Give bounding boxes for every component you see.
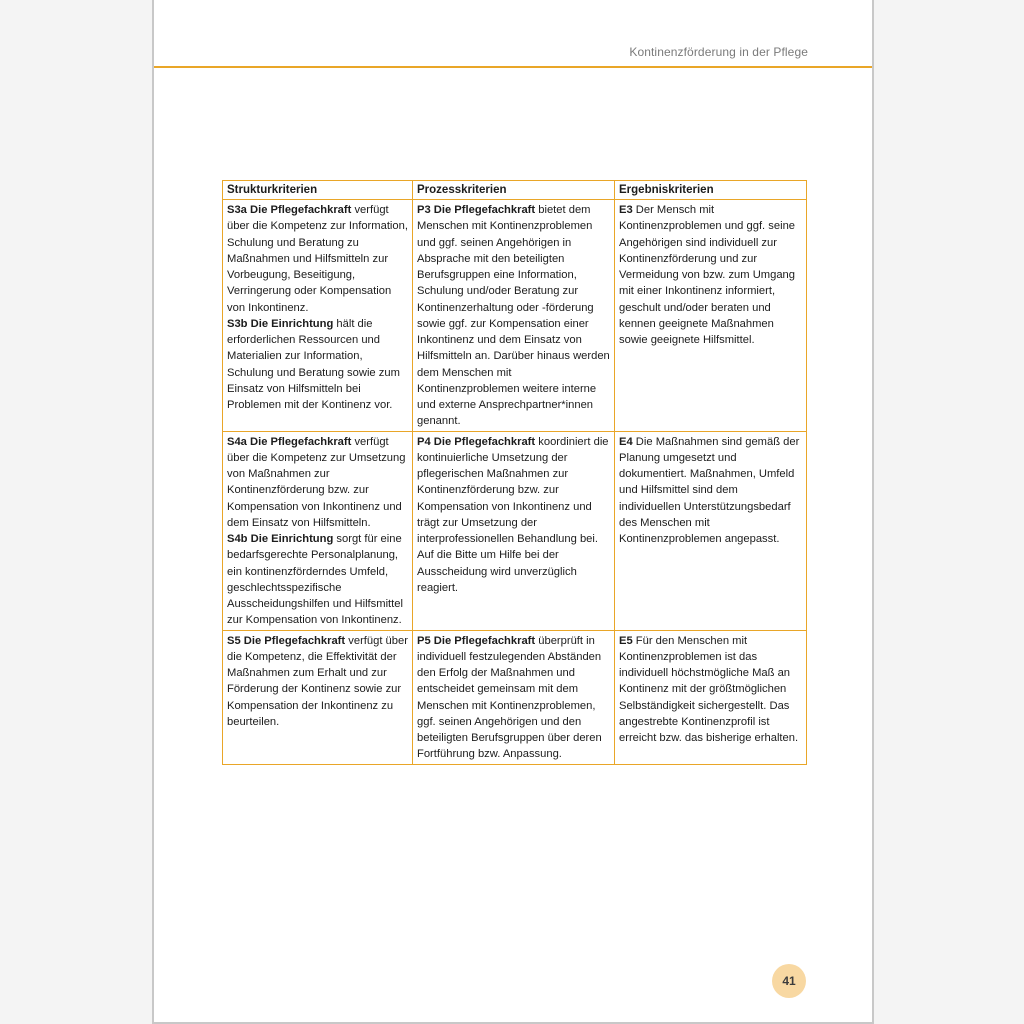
criterion-text: bietet dem Menschen mit Kontinenzproblemen und ggf. seinen Angehörigen in Absprache mit den beteiligten Berufsgruppen eine Information, Schulung und/oder Beratung zur Kontinenzerhaltung oder -förderung sowie ggf. zur Kompensation einer Inkontinenz und dem Einsatz von Hilfsmitteln an. Darüber hinaus werden dem Menschen mit Kontinenzproblemen weitere interne und externe Ansprechpartner*innen genannt. <box>417 204 610 428</box>
criterion-label: S4a Die Pflegefachkraft <box>227 435 352 448</box>
criterion-paragraph <box>619 202 802 348</box>
table-cell <box>223 200 413 432</box>
criterion-paragraph <box>227 316 408 414</box>
table-header-row <box>223 181 807 200</box>
criterion-paragraph <box>417 633 610 763</box>
criterion-paragraph <box>619 633 802 747</box>
table-cell <box>615 431 807 630</box>
criterion-label: S5 Die Pflegefachkraft <box>227 634 346 647</box>
table-cell <box>223 431 413 630</box>
header-rule <box>154 66 872 68</box>
criterion-label: S4b Die Einrichtung <box>227 533 334 545</box>
table-row <box>223 200 807 432</box>
criterion-text: koordiniert die kontinuierliche Umsetzung der pflegerischen Maßnahmen zur Kontinenzförderung bzw. zur Kompensation von Inkontinenz und trägt zur Umsetzung der interprofessionellen Behandlung bei. Auf die Bitte um Hilfe bei der Ausscheidung wird unverzüglich reagiert. <box>417 435 609 594</box>
running-head: Kontinenzförderung in der Pflege <box>629 45 808 59</box>
table-cell <box>615 200 807 432</box>
criterion-paragraph <box>227 531 408 629</box>
criterion-label: S3a Die Pflegefachkraft <box>227 204 352 216</box>
table-cell <box>413 200 615 432</box>
criteria-table <box>222 180 807 765</box>
criterion-label: P5 Die Pflegefachkraft <box>417 634 536 647</box>
criterion-text: verfügt über die Kompetenz zur Umsetzung von Maßnahmen zur Kontinenzförderung bzw. zur Kompensation von Inkontinenz und dem Einsatz von Hilfsmitteln. <box>227 435 406 529</box>
table-row <box>223 630 807 764</box>
page-number: 41 <box>772 964 806 998</box>
criterion-label: E3 <box>619 204 633 216</box>
criterion-text: überprüft in individuell festzulegenden Abständen den Erfolg der Maßnahmen und entscheidet gemeinsam mit dem Menschen mit Kontinenzproblemen, ggf. seinen Angehörigen und den beteiligten Berufsgruppen über deren Fortführung bzw. Anpassung. <box>417 634 602 761</box>
criterion-paragraph <box>227 633 408 731</box>
table-cell <box>413 431 615 630</box>
table-cell <box>615 630 807 764</box>
criterion-text: verfügt über die Kompetenz, die Effektivität der Maßnahmen zum Erhalt und zur Förderung der Kontinenz sowie zur Kompensation der Inkontinenz zu beurteilen. <box>227 634 408 728</box>
criterion-label: S3b Die Einrichtung <box>227 317 334 330</box>
criterion-label: P4 Die Pflegefachkraft <box>417 435 536 448</box>
column-header-structure: Strukturkriterien <box>223 181 413 200</box>
criterion-paragraph <box>417 434 610 597</box>
criterion-text: Der Mensch mit Kontinenzproblemen und ggf. seine Angehörigen sind individuell zur Kontinenzförderung und zur Vermeidung von bzw. zum Umgang mit einer Inkontinenz informiert, geschult und/oder beraten und kennen geeignete Maßnahmen sowie geeignete Hilfsmittel. <box>619 204 796 346</box>
criterion-text: verfügt über die Kompetenz zur Information, Schulung und Beratung zu Maßnahmen und Hilfsmitteln zur Vorbeugung, Beseitigung, Verringerung oder Kompensation von Inkontinenz. <box>227 204 408 314</box>
document-page <box>152 0 874 1024</box>
criterion-text: hält die erforderlichen Ressourcen und Materialien zur Information, Schulung und Beratung sowie zum Einsatz von Hilfsmitteln bei Problemen mit der Kontinenz vor. <box>227 317 400 411</box>
criterion-text: Die Maßnahmen sind gemäß der Planung umgesetzt und dokumentiert. Maßnahmen, Umfeld und Hilfsmittel sind dem individuellen Unterstützungsbedarf des Menschen mit Kontinenzproblemen angepasst. <box>619 435 800 545</box>
criterion-paragraph <box>227 434 408 532</box>
criterion-label: E5 <box>619 634 633 647</box>
column-header-process: Prozesskriterien <box>413 181 615 200</box>
column-header-outcome: Ergebniskriterien <box>615 181 807 200</box>
criterion-text: Für den Menschen mit Kontinenzproblemen ist das individuell höchstmögliche Maß an Kontinenz mit der größtmöglichen Selbständigkeit sichergestellt. Das angestrebte Kontinenzprofil ist erreicht bzw. das bisherige erhalten. <box>619 634 799 744</box>
table-cell <box>223 630 413 764</box>
table-row <box>223 431 807 630</box>
criterion-label: E4 <box>619 435 633 448</box>
table-cell <box>413 630 615 764</box>
criterion-label: P3 Die Pflegefachkraft <box>417 204 536 216</box>
criterion-text: sorgt für eine bedarfsgerechte Personalplanung, ein kontinenzförderndes Umfeld, geschlechtsspezifische Ausscheidungshilfen und Hilfsmittel zur Kompensation von Inkontinenz. <box>227 533 403 627</box>
criterion-paragraph <box>227 202 408 316</box>
criterion-paragraph <box>619 434 802 548</box>
criterion-paragraph <box>417 202 610 430</box>
